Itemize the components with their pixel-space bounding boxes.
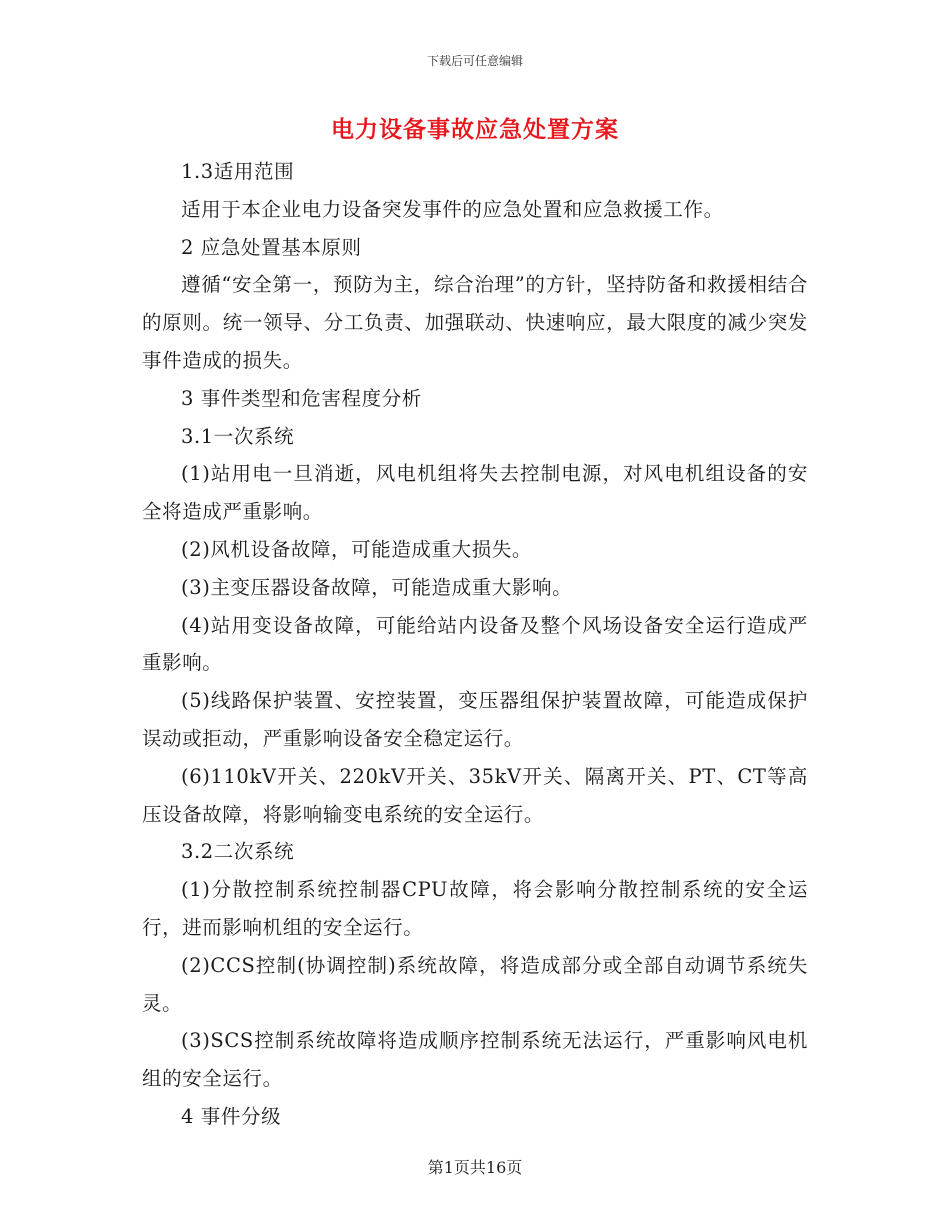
paragraph-scope: 适用于本企业电力设备突发事件的应急处置和应急救援工作。: [181, 197, 724, 221]
section-heading-1-3: 1.3适用范围: [181, 160, 295, 183]
list-item-secondary-1: (1)分散控制系统控制器CPU故障，将会影响分散控制系统的安全运行，进而影响机组的安全运行。: [142, 878, 808, 939]
document-body: [142, 153, 808, 1136]
list-item-primary-4: (4)站用变设备故障，可能给站内设备及整个风场设备安全运行造成严重影响。: [142, 613, 808, 675]
list-item-secondary-2: (2)CCS控制(协调控制)系统故障，将造成部分或全部自动调节系统失灵。: [142, 953, 808, 1015]
page-header-note: 下载后可任意编辑: [426, 54, 523, 68]
list-item-secondary-3: (3)SCS控制系统故障将造成顺序控制系统无法运行，严重影响风电机组的安全运行。: [142, 1029, 808, 1091]
list-item-primary-1: (1)站用电一旦消逝，风电机组将失去控制电源，对风电机组设备的安全将造成严重影响。: [142, 462, 808, 524]
section-heading-3: 3 事件类型和危害程度分析: [181, 386, 422, 410]
list-item-primary-2: (2)风机设备故障，可能造成重大损失。: [181, 537, 533, 561]
list-item-primary-3: (3)主变压器设备故障，可能造成重大影响。: [181, 575, 573, 599]
document-title: 电力设备事故应急处置方案: [331, 116, 619, 143]
list-item-primary-5: (5)线路保护装置、安控装置，变压器组保护装置故障，可能造成保护误动或拒动，严重影响设备安全稳定运行。: [142, 689, 808, 750]
section-heading-3-2: 3.2二次系统: [181, 840, 295, 864]
section-heading-4: 4 事件分级: [181, 1104, 282, 1128]
page-number: 第1页共16页: [427, 1158, 523, 1177]
paragraph-principles: 遵循“安全第一，预防为主，综合治理”的方针，坚持防备和救援相结合的原则。统一领导、分工负责、加强联动、快速响应，最大限度的减少突发事件造成的损失。: [142, 273, 808, 372]
section-heading-2: 2 应急处置基本原则: [181, 235, 362, 259]
list-item-primary-6: (6)110kV开关、220kV开关、35kV开关、隔离开关、PT、CT等高压设备故障，将影响输变电系统的安全运行。: [142, 764, 808, 826]
section-heading-3-1: 3.1一次系统: [181, 424, 295, 448]
